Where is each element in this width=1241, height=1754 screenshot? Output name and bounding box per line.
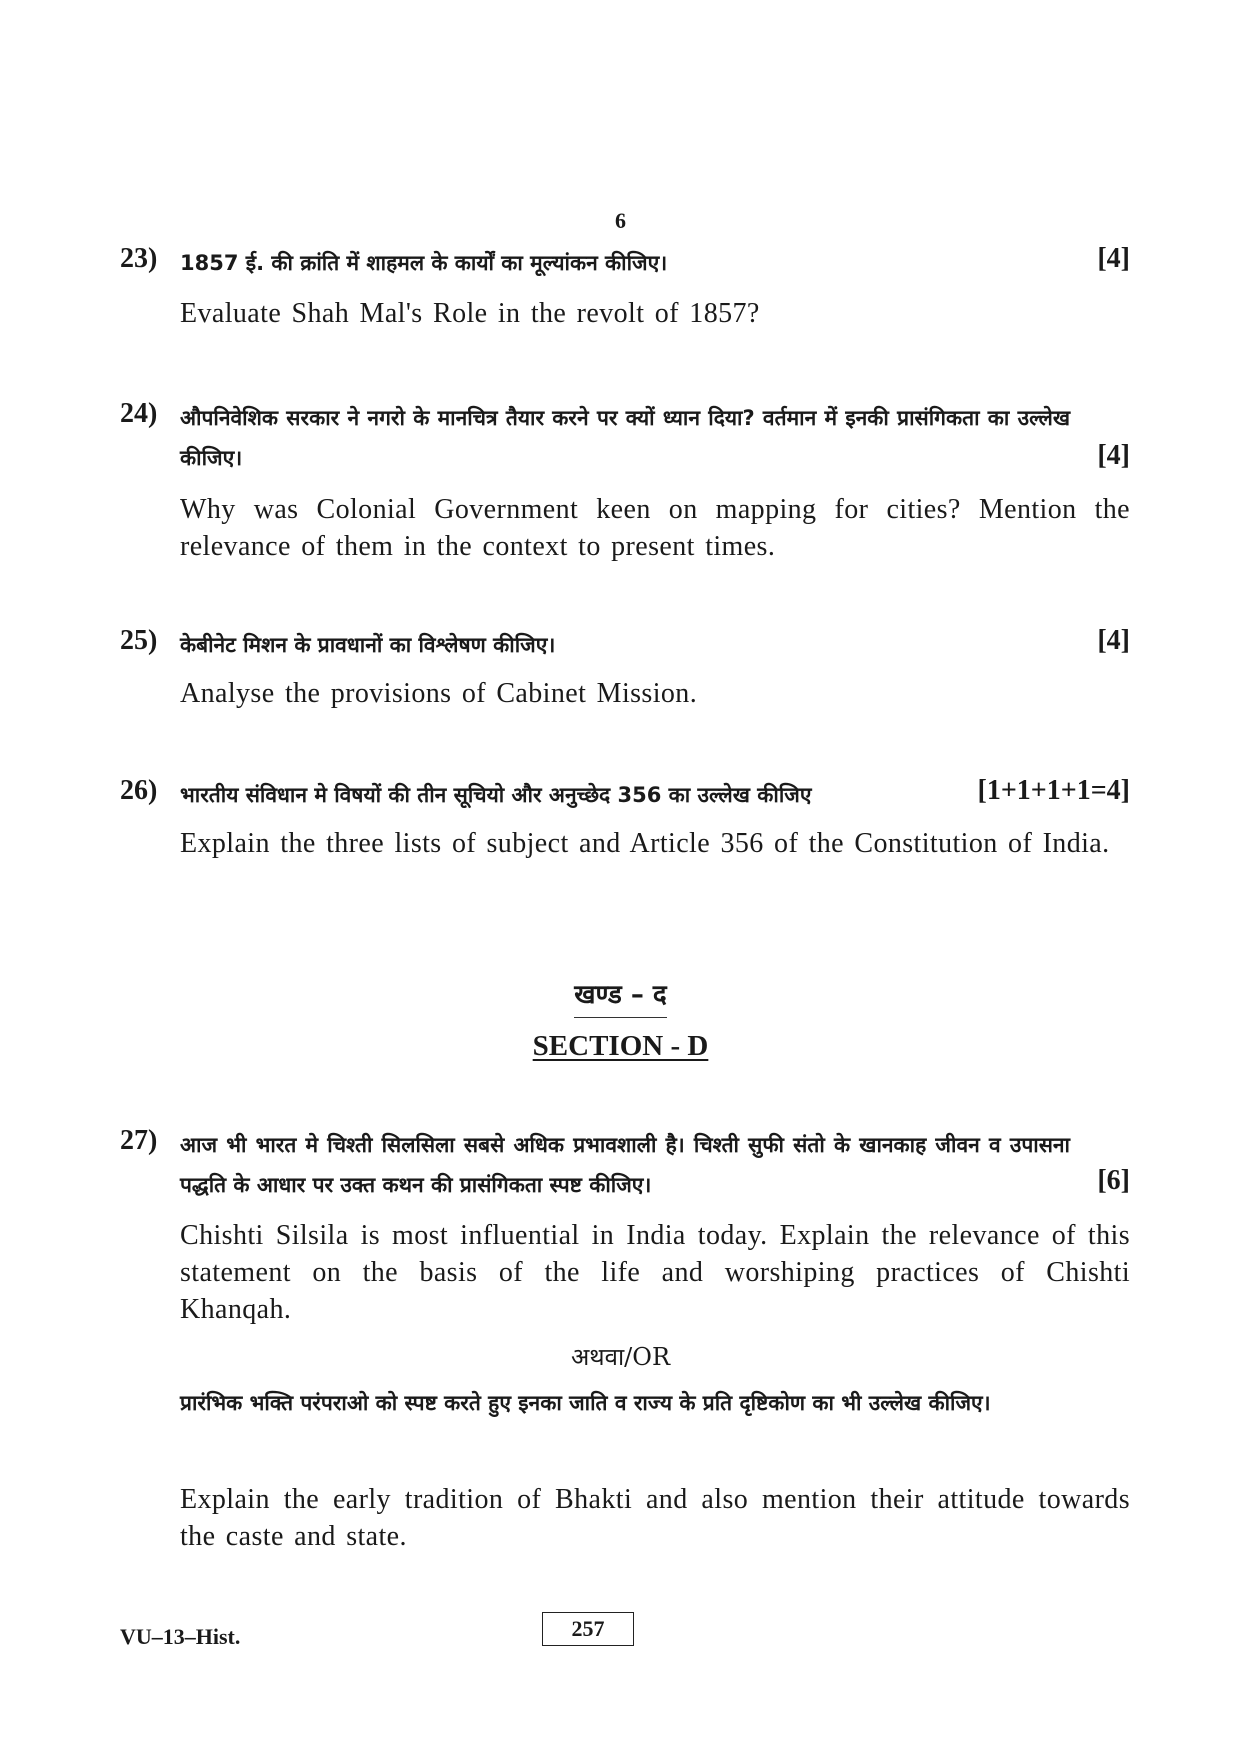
marks: [4] (1097, 625, 1130, 656)
question-english: Chishti Silsila is most influential in India today. Explain the relevance of this statement on the basis of the life and worshiping practices of Chishti Khanqah. (180, 1220, 1130, 1325)
question-hindi: भारतीय संविधान मे विषयों की तीन सूचियो और अनुच्छेद 356 का उल्लेख कीजिए (180, 783, 812, 807)
footer-code: VU–13–Hist. (120, 1624, 241, 1649)
footer-page-box: 257 (542, 1612, 634, 1646)
question-hindi: आज भी भारत मे चिश्ती सिलसिला सबसे अधिक प्रभावशाली है। चिश्ती सुफी संतो के खानकाह जीवन व उपासना पद्धति के आधार पर उक्त कथन की प्रासंगिकता स्पष्ट कीजिए। (180, 1133, 1070, 1197)
question-hindi: औपनिवेशिक सरकार ने नगरो के मानचित्र तैयार करने पर क्यों ध्यान दिया? वर्तमान में इनकी प्रासंगिकता का उल्लेख कीजिए। (180, 406, 1070, 470)
question-number: 26) (120, 775, 158, 806)
page-number: 6 (615, 208, 626, 233)
question-number: 27) (120, 1125, 158, 1156)
alternative-hindi: प्रारंभिक भक्ति परंपराओ को स्पष्ट करते हुए इनका जाति व राज्य के प्रति दृष्टिकोण का भी उल्लेख कीजिए। (180, 1391, 991, 1415)
question-number: 23) (120, 243, 158, 274)
question-number: 24) (120, 398, 158, 429)
question-english: Why was Colonial Government keen on mapping for cities? Mention the relevance of them in the context to present times. (180, 494, 1130, 562)
question-english: Analyse the provisions of Cabinet Mission. (180, 678, 698, 709)
question-english: Explain the three lists of subject and Article 356 of the Constitution of India. (180, 828, 1110, 859)
marks: [4] (1097, 243, 1130, 274)
question-number: 25) (120, 625, 158, 656)
section-heading-hindi: खण्ड – द (0, 975, 1241, 1018)
marks: [6] (1097, 1165, 1130, 1196)
question-hindi: केबीनेट मिशन के प्रावधानों का विश्लेषण कीजिए। (180, 633, 556, 657)
section-heading-english: SECTION - D (532, 1030, 709, 1062)
question-hindi: 1857 ई. की क्रांति में शाहमल के कार्यों का मूल्यांकन कीजिए। (180, 251, 668, 275)
alternative-english: Explain the early tradition of Bhakti and also mention their attitude towards the caste and state. (180, 1484, 1130, 1552)
question-english: Evaluate Shah Mal's Role in the revolt of 1857? (180, 298, 760, 329)
marks: [4] (1097, 440, 1130, 471)
or-label: अथवा/OR (570, 1343, 671, 1371)
marks: [1+1+1+1=4] (977, 775, 1130, 806)
